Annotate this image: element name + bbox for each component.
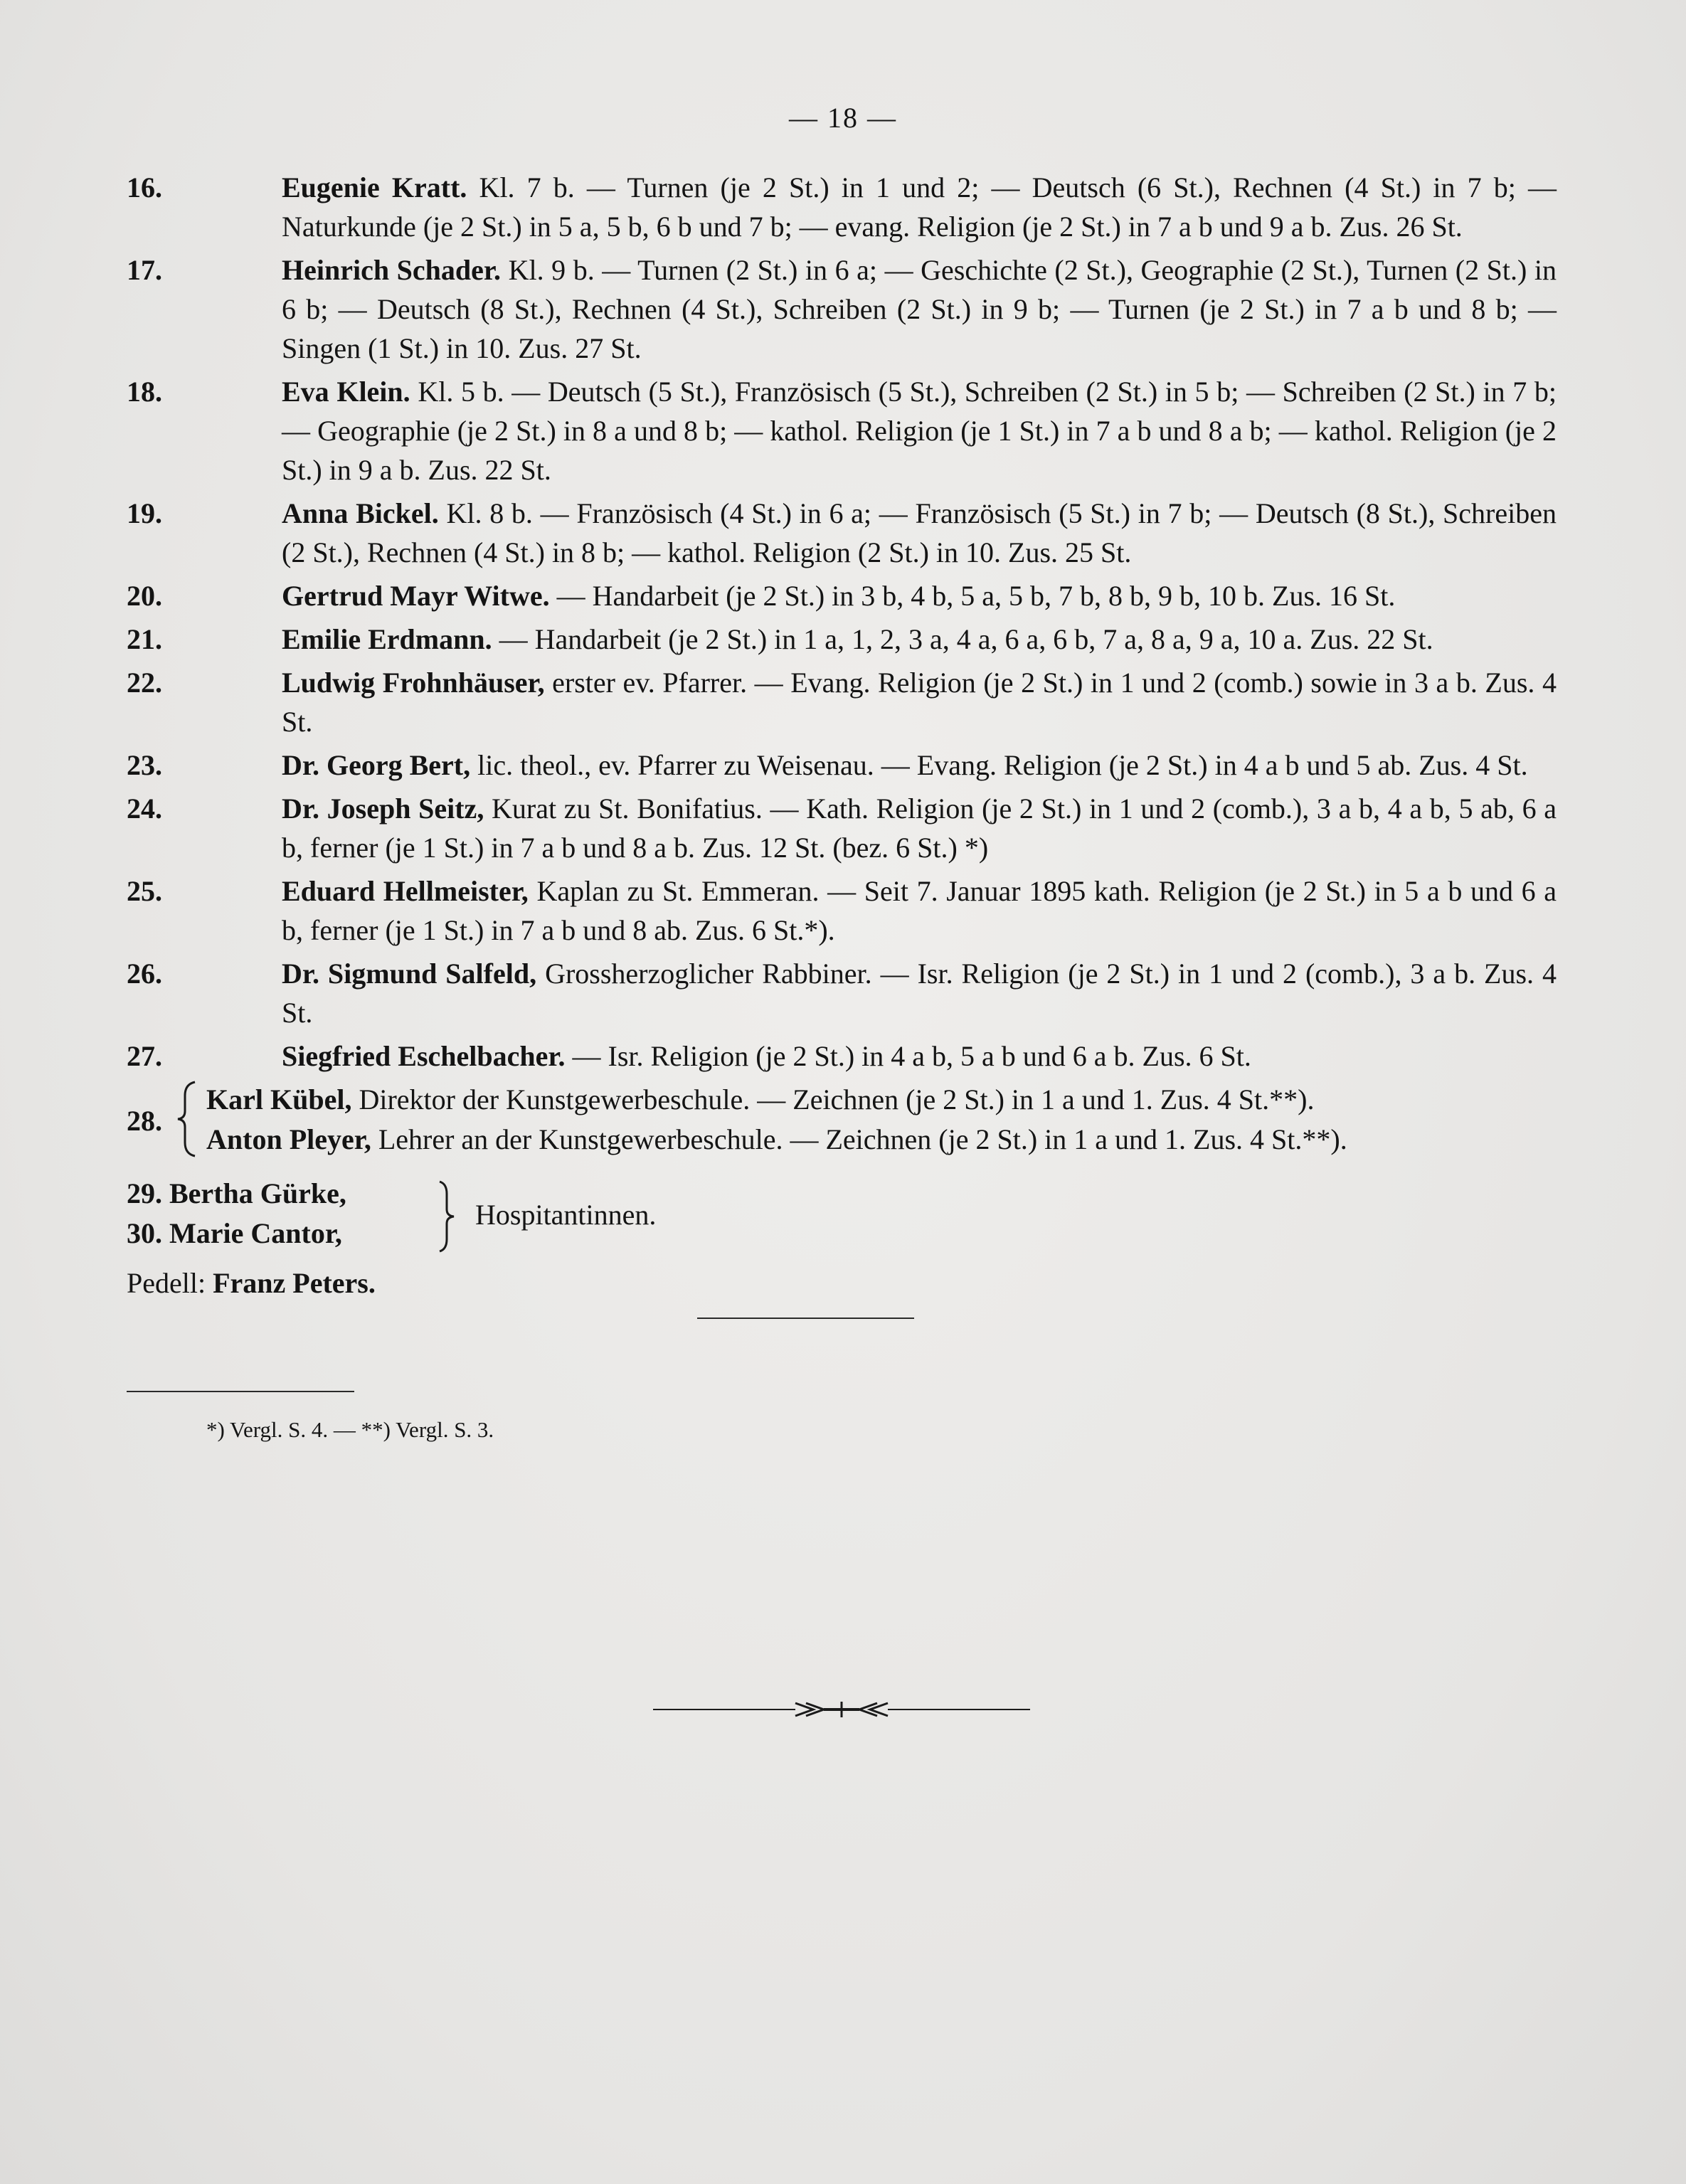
list-item: [127, 168, 1557, 246]
list-item: [127, 576, 1557, 615]
list-item: [127, 250, 1557, 368]
entry-text: Kl. 8 b. — Französisch (4 St.) in 6 a; — Französisch (5 St.) in 7 b; — Deutsch (8 St.), Schreiben (2 St.), Rechnen (4 St.) in 8 b; — kathol. Religion (2 St.) in 10. Zus. 25 St.: [282, 497, 1557, 568]
entry-number: 16.: [127, 171, 162, 203]
entry-text: Lehrer an der Kunstgewerbeschule. — Zeichnen (je 2 St.) in 1 a und 1. Zus. 4 St.**).: [371, 1123, 1347, 1155]
list-item: [127, 746, 1557, 785]
entry-name: Siegfried Eschelbacher.: [282, 1040, 566, 1072]
entry-number: 28.: [127, 1105, 162, 1137]
entry-name: Karl Kübel,: [206, 1083, 352, 1115]
entry-number: 26.: [127, 958, 162, 990]
entry-text: erster ev. Pfarrer. — Evang. Religion (je 2 St.) in 1 und 2 (comb.) sowie in 3 a b. Zus. 4 St.: [282, 667, 1557, 738]
entry-text: — Isr. Religion (je 2 St.) in 4 a b, 5 a b und 6 a b. Zus. 6 St.: [565, 1040, 1251, 1072]
entry-text: Kaplan zu St. Emmeran. — Seit 7. Januar 1895 kath. Religion (je 2 St.) in 5 a b und 6 a b, ferner (je 1 St.) in 7 a b und 8 ab. Zus. 6 St.*).: [282, 875, 1557, 946]
list-item: [127, 663, 1557, 741]
list-item: [127, 871, 1557, 950]
list-item: [127, 1037, 1557, 1076]
hospitant-group: [127, 1174, 1557, 1258]
staff-list: [127, 168, 1557, 1303]
entry-30: 30. Marie Cantor,: [127, 1217, 342, 1249]
entry-text: Direktor der Kunstgewerbeschule. — Zeichnen (je 2 St.) in 1 a und 1. Zus. 4 St.**).: [351, 1083, 1315, 1115]
entry-number: 22.: [127, 667, 162, 699]
entry-number: 18.: [127, 376, 162, 408]
entry-name: Ludwig Frohnhäuser,: [282, 667, 545, 699]
entry-text: Grossherzoglicher Rabbiner. — Isr. Religion (je 2 St.) in 1 und 2 (comb.), 3 a b. Zus. 4 St.: [282, 958, 1557, 1029]
pedell-label: Pedell:: [127, 1267, 206, 1299]
list-item: [127, 789, 1557, 867]
pedell-line: [127, 1263, 1557, 1303]
page-number: — 18 —: [789, 102, 897, 134]
entry-name: Heinrich Schader.: [282, 254, 501, 286]
ornament-divider: [653, 1699, 1030, 1720]
entry-number: 21.: [127, 623, 162, 655]
entry-text: Kurat zu St. Bonifatius. — Kath. Religion (je 2 St.) in 1 und 2 (comb.), 3 a b, 4 a b, 5 ab, 6 a b, ferner (je 1 St.) in 7 a b und 8 a b. Zus. 12 St. (bez. 6 St.) *): [282, 793, 1557, 864]
list-item: [127, 372, 1557, 489]
list-item-28: [127, 1080, 1557, 1164]
entry-number: 20.: [127, 580, 162, 612]
footnote: *) Vergl. S. 4. — **) Vergl. S. 3.: [206, 1417, 494, 1442]
entry-name: Dr. Joseph Seitz,: [282, 793, 484, 825]
hospitants-label: Hospitantinnen.: [475, 1199, 657, 1231]
right-brace-icon: [437, 1180, 457, 1253]
entry-number: 19.: [127, 497, 162, 529]
entry-number: 24.: [127, 793, 162, 825]
entry-name: Anna Bickel.: [282, 497, 439, 529]
entry-28-line-1: [206, 1080, 1314, 1119]
entry-text: Kl. 5 b. — Deutsch (5 St.), Französisch (5 St.), Schreiben (2 St.) in 5 b; — Schreiben (2 St.) in 7 b; — Geographie (je 2 St.) in 8 a und 8 b; — kathol. Religion (je 1 St.) in 7 a b und 8 a b; — kathol. Religion (je 2 St.) in 9 a b. Zus. 22 St.: [282, 376, 1557, 486]
entry-number: 23.: [127, 749, 162, 781]
entry-number: 25.: [127, 875, 162, 907]
entry-name: Emilie Erdmann.: [282, 623, 492, 655]
entry-name: Anton Pleyer,: [206, 1123, 371, 1155]
entry-name: Dr. Georg Bert,: [282, 749, 471, 781]
pedell-name: Franz Peters.: [213, 1267, 376, 1299]
entry-name: Dr. Sigmund Salfeld,: [282, 958, 537, 990]
entry-number: 27.: [127, 1040, 162, 1072]
divider: [697, 1318, 914, 1319]
entry-name: Eva Klein.: [282, 376, 410, 408]
entry-name: Eugenie Kratt.: [282, 171, 467, 203]
entry-text: — Handarbeit (je 2 St.) in 3 b, 4 b, 5 a, 5 b, 7 b, 8 b, 9 b, 10 b. Zus. 16 St.: [549, 580, 1396, 612]
list-item: [127, 620, 1557, 659]
list-item: [127, 954, 1557, 1032]
entry-name: Gertrud Mayr Witwe.: [282, 580, 550, 612]
left-brace-icon: [175, 1080, 199, 1158]
entry-text: — Handarbeit (je 2 St.) in 1 a, 1, 2, 3 a, 4 a, 6 a, 6 b, 7 a, 8 a, 9 a, 10 a. Zus. 22 St.: [492, 623, 1433, 655]
entry-name: Eduard Hellmeister,: [282, 875, 529, 907]
entry-29: 29. Bertha Gürke,: [127, 1177, 346, 1209]
entry-text: Kl. 9 b. — Turnen (2 St.) in 6 a; — Geschichte (2 St.), Geographie (2 St.), Turnen (2 St.) in 6 b; — Deutsch (8 St.), Rechnen (4 St.), Schreiben (2 St.) in 9 b; — Turnen (je 2 St.) in 7 a b und 8 b; — Singen (1 St.) in 10. Zus. 27 St.: [282, 254, 1557, 364]
entry-28-line-2: [206, 1120, 1347, 1159]
entry-number: 17.: [127, 254, 162, 286]
footnote-divider: [127, 1391, 354, 1392]
entry-text: lic. theol., ev. Pfarrer zu Weisenau. — Evang. Religion (je 2 St.) in 4 a b und 5 ab. Zus. 4 St.: [470, 749, 1528, 781]
list-item: [127, 494, 1557, 572]
entry-text: Kl. 7 b. — Turnen (je 2 St.) in 1 und 2; — Deutsch (6 St.), Rechnen (4 St.) in 7 b; — Naturkunde (je 2 St.) in 5 a, 5 b, 6 b und 7 b; — evang. Religion (je 2 St.) in 7 a b und 9 a b. Zus. 26 St.: [282, 171, 1557, 243]
